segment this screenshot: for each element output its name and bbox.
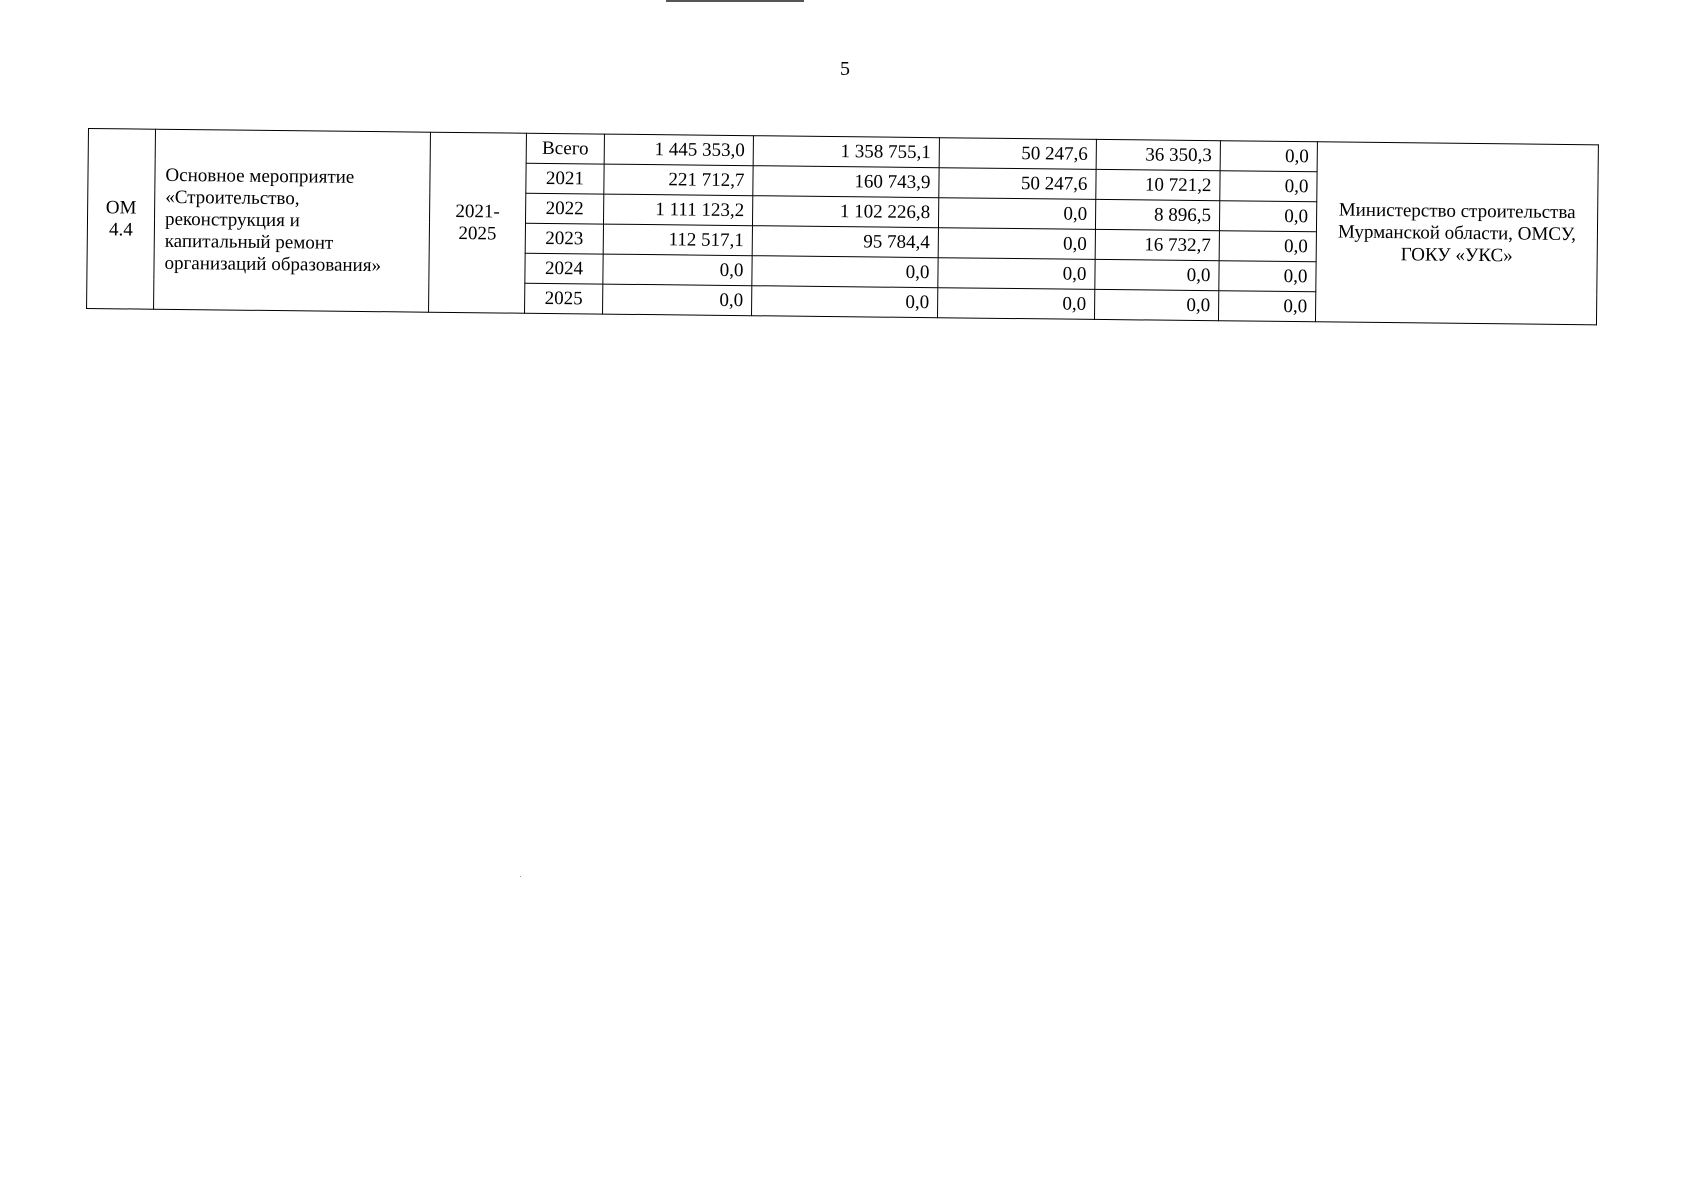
value-cell: 0,0 — [938, 198, 1095, 230]
value-cell: 0,0 — [1094, 289, 1218, 320]
value-cell: 0,0 — [1218, 291, 1315, 322]
value-cell: 50 247,6 — [939, 168, 1096, 200]
year-cell: 2021 — [526, 163, 604, 194]
value-cell: 50 247,6 — [939, 138, 1096, 170]
value-cell: 1 358 755,1 — [753, 136, 939, 168]
value-cell: 0,0 — [1220, 171, 1317, 202]
measure-code-line: 4.4 — [108, 218, 133, 240]
value-cell: 1 445 353,0 — [604, 134, 753, 166]
value-cell: 10 721,2 — [1096, 169, 1220, 200]
measure-title-line: реконструкция и — [164, 208, 300, 231]
measure-title-line: Основное мероприятие — [165, 164, 355, 188]
measure-period-line: 2025 — [458, 222, 497, 244]
executor-line: Министерство строительства — [1338, 199, 1576, 223]
measure-period — [429, 132, 527, 313]
page-number: 5 — [840, 58, 850, 80]
value-cell: 0,0 — [1219, 261, 1316, 292]
measure-title — [154, 129, 431, 312]
value-cell: 0,0 — [938, 258, 1095, 290]
value-cell: 95 784,4 — [752, 226, 938, 258]
financing-table — [86, 128, 1599, 325]
value-cell: 1 102 226,8 — [752, 196, 938, 228]
executor-line: ГОКУ «УКС» — [1400, 243, 1513, 266]
measure-title-line: капитальный ремонт — [164, 230, 334, 254]
year-cell: 2024 — [525, 253, 603, 284]
year-cell: 2025 — [525, 283, 603, 314]
value-cell: 112 517,1 — [603, 224, 752, 256]
value-cell: 8 896,5 — [1095, 199, 1219, 230]
value-cell: 0,0 — [1220, 141, 1317, 172]
value-cell: 0,0 — [938, 228, 1095, 260]
value-cell: 0,0 — [752, 256, 938, 288]
measure-title-line: организаций образования» — [164, 252, 382, 276]
top-edge-mark — [666, 0, 804, 2]
value-cell: 0,0 — [1095, 259, 1219, 290]
year-cell: 2022 — [525, 193, 603, 224]
measure-title-line: «Строительство, — [165, 186, 300, 209]
scan-speck — [520, 876, 521, 877]
executor — [1315, 142, 1598, 325]
value-cell: 0,0 — [1219, 231, 1316, 262]
year-cell: 2023 — [525, 223, 603, 254]
value-cell: 36 350,3 — [1096, 139, 1220, 170]
value-cell: 0,0 — [603, 254, 752, 286]
value-cell: 0,0 — [937, 288, 1094, 320]
year-cell: Всего — [526, 133, 604, 164]
measure-code — [87, 129, 156, 310]
value-cell: 0,0 — [603, 284, 752, 316]
executor-line: Мурманской области, ОМСУ, — [1337, 221, 1577, 245]
value-cell: 16 732,7 — [1095, 229, 1219, 260]
value-cell: 0,0 — [1219, 201, 1316, 232]
value-cell: 1 111 123,2 — [603, 194, 752, 226]
value-cell: 0,0 — [752, 286, 938, 318]
value-cell: 160 743,9 — [753, 166, 939, 198]
measure-period-line: 2021- — [455, 200, 500, 222]
measure-code-line: ОМ — [105, 196, 137, 219]
value-cell: 221 712,7 — [604, 164, 753, 196]
